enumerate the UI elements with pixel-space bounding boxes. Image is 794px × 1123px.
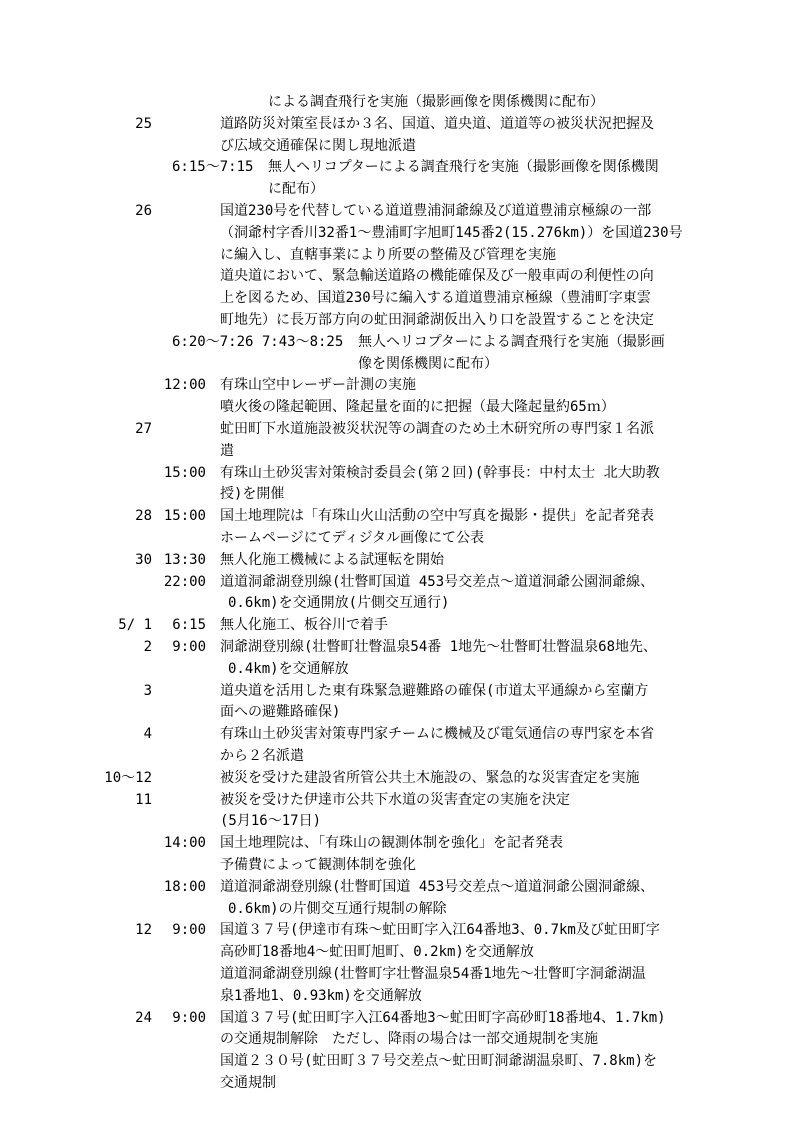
- entry-text: 無人ヘリコプターによる調査飛行を実施（撮影画像を関係機関: [268, 159, 659, 176]
- entry-date: 27: [135, 421, 152, 437]
- entry-time: 15:00: [163, 464, 206, 481]
- entry-date: 25: [135, 115, 152, 132]
- entry-text: 交通規制: [220, 1075, 276, 1091]
- entry-text: 授)を開催: [220, 486, 285, 503]
- entry-text: 虻田町下水道施設被災状況等の調査のため土木研究所の専門家１名派: [220, 421, 654, 437]
- entry-text: 無人化施工機械による試運転を開始: [220, 551, 444, 568]
- entry-date: 10～12: [104, 769, 152, 786]
- entry-text: 面への避難路確保): [220, 704, 341, 721]
- entry-text: に配布）: [268, 181, 324, 198]
- entry-text: 0.4km)を交通解放: [228, 660, 349, 677]
- entry-text: 高砂町18番地4～虻田町旭町、0.2km)を交通解放: [220, 944, 534, 961]
- entry-text: 道道洞爺湖登別線(壮瞥町国道 453号交差点～道道洞爺公園洞爺線、: [220, 573, 655, 590]
- entry-text: 道央道において、緊急輸送道路の機能確保及び一般車両の利便性の向: [220, 268, 654, 285]
- entry-date: 4: [143, 726, 152, 743]
- entry-time: 9:00: [172, 1009, 206, 1026]
- entry-date: 2: [143, 639, 152, 655]
- entry-time: 22:00: [163, 573, 206, 590]
- entry-text: 道道洞爺湖登別線(壮瞥町国道 453号交差点～道道洞爺公園洞爺線、: [220, 878, 655, 895]
- entry-text: 有珠山土砂災害対策検討委員会(第２回)(幹事長：中村太士 北大助教: [220, 464, 660, 481]
- entry-text: 無人ヘリコプターによる調査飛行を実施（撮影画: [358, 333, 665, 350]
- entry-time: 9:00: [172, 922, 206, 939]
- entry-text: 無人化施工、板谷川で着手: [220, 617, 388, 634]
- entry-text: 有珠山空中レーザー計測の実施: [220, 377, 416, 394]
- entry-text: 洞爺湖登別線(壮瞥町壮瞥温泉54番 1地先～壮瞥町壮瞥温泉68地先、: [220, 639, 657, 655]
- entry-time: 14:00: [163, 835, 206, 852]
- entry-text: 道央道を活用した東有珠緊急避難路の確保(市道太平通線から室蘭方: [220, 682, 649, 699]
- entry-date: 11: [135, 791, 152, 808]
- entry-date: 26: [135, 203, 152, 219]
- entry-text: 国土地理院は、「有珠山の観測体制を強化」を記者発表: [220, 835, 563, 852]
- entry-text: 被災を受けた伊達市公共下水道の災害査定の実施を決定: [220, 791, 570, 808]
- entry-text: 道道洞爺湖登別線(壮瞥町字壮瞥温泉54番1地先～壮瞥町字洞爺湖温: [220, 966, 646, 982]
- entry-text: 国道３７号(虻田町字入江64番地3～虻田町字高砂町18番地4、1.7km): [220, 1009, 666, 1026]
- entry-text: 国道230号を代替している道道豊浦洞爺線及び道道豊浦京極線の一部: [220, 203, 652, 219]
- entry-text: 国土地理院は「有珠山火山活動の空中写真を撮影・提供」を記者発表: [220, 508, 654, 525]
- entry-text: 道路防災対策室長ほか３名、国道、道央道、道道等の被災状況把握及: [220, 115, 654, 132]
- entry-text: 国道２３０号(虻田町３７号交差点～虻田町洞爺湖温泉町、7.8km)を: [220, 1053, 657, 1070]
- entry-text: (5月16～17日): [220, 813, 322, 830]
- entry-text: ホームページにてディジタル画像にて公表: [220, 530, 485, 546]
- entry-text: 噴火後の隆起範囲、隆起量を面的に把握（最大隆起量約65ｍ）: [220, 399, 615, 416]
- entry-time: 12:00: [163, 377, 206, 394]
- entry-time: 6:15～7:15: [172, 159, 254, 176]
- entry-text: 予備費によって観測体制を強化: [220, 857, 416, 873]
- entry-text: 国道３７号(伊達市有珠～虻田町字入江64番地3、0.7km及び虻田町字: [220, 922, 660, 939]
- entry-text: 被災を受けた建設省所管公共土木施設の、緊急的な災害査定を実施: [220, 769, 640, 786]
- entry-date: 28: [135, 508, 152, 525]
- entry-date: 3: [143, 682, 152, 699]
- entry-text: 0.6km)を交通開放(片側交互通行): [228, 595, 450, 612]
- entry-date: 30: [135, 551, 152, 568]
- entry-date: 12: [135, 922, 152, 939]
- entry-date: 24: [135, 1009, 152, 1026]
- entry-time: 15:00: [163, 508, 206, 525]
- entry-text: 像を関係機関に配布）: [358, 355, 498, 372]
- entry-text: （洞爺村字香川32番1～豊浦町字旭町145番2(15.276km)）を国道230号: [220, 224, 683, 241]
- entry-time: 9:00: [172, 639, 206, 655]
- entry-text: 泉1番地1、0.93km)を交通解放: [220, 987, 422, 1004]
- entry-text: から２名派遣: [220, 748, 304, 764]
- entry-text: 遣: [220, 442, 234, 459]
- entry-text: 上を図るため、国道230号に編入する道道豊浦京極線（豊浦町字東雲: [220, 290, 651, 307]
- entry-text: び広域交通確保に関し現地派遣: [220, 137, 416, 154]
- entry-text: 町地先）に長万部方向の虻田洞爺湖仮出入り口を設置することを決定: [220, 312, 654, 328]
- entry-time: 13:30: [163, 551, 206, 568]
- entry-time: 6:20～7:26 7:43～8:25: [172, 333, 344, 350]
- entry-time: 18:00: [163, 878, 206, 895]
- entry-text: に編入し、直轄事業により所要の整備及び管理を実施: [220, 246, 556, 263]
- entry-date: 5/ 1: [118, 617, 152, 634]
- entry-time: 6:15: [172, 617, 206, 634]
- entry-text: 有珠山土砂災害対策専門家チームに機械及び電気通信の専門家を本省: [220, 726, 654, 743]
- entry-text: 0.6km)の片側交互通行規制の解除: [228, 900, 447, 917]
- entry-text: による調査飛行を実施（撮影画像を関係機関に配布）: [268, 94, 604, 110]
- entry-text: の交通規制解除 ただし、降雨の場合は一部交通規制を実施: [220, 1031, 598, 1048]
